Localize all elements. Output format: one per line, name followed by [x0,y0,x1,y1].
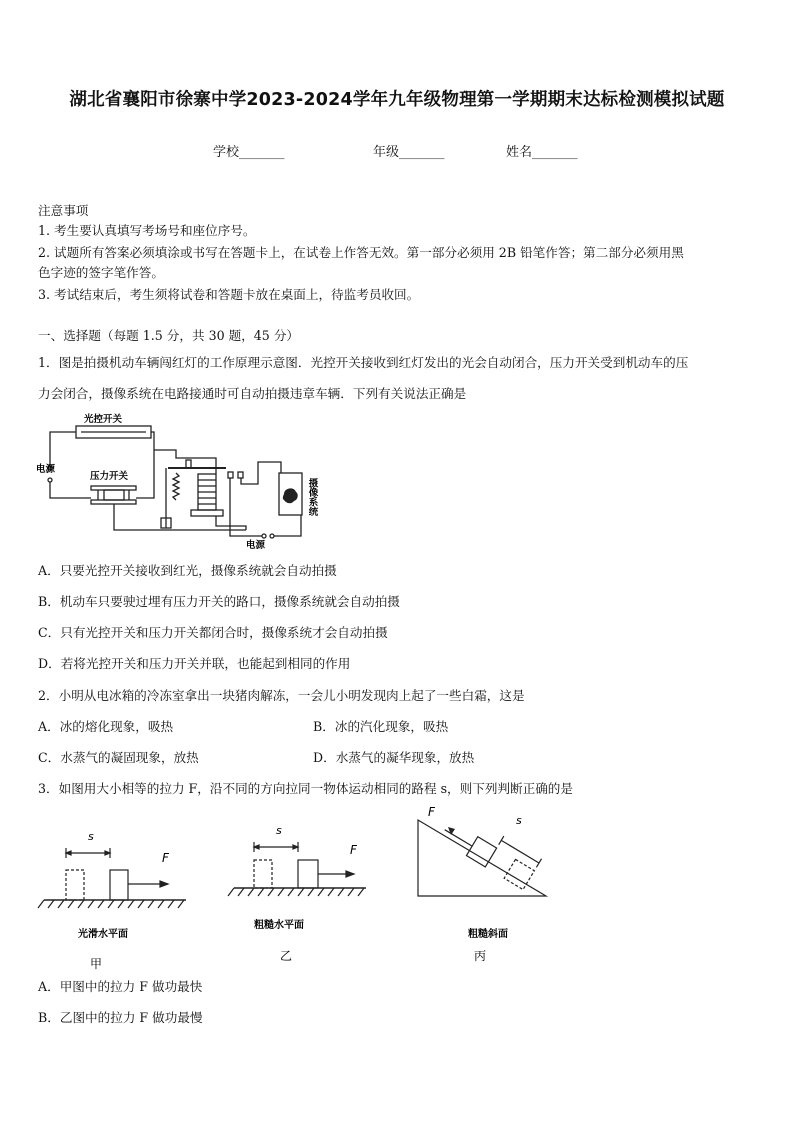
question-stem: 3．如图用大小相等的拉力 F，沿不同的方向拉同一物体运动相同的路程 s，则下列判断正确的是 [38,781,573,796]
camera-label: 摄像系统 [306,478,318,516]
option-d: D．若将光控开关和压力开关并联，也能起到相同的作用 [38,656,351,671]
power-label: 电源 [246,540,266,550]
page-title: 湖北省襄阳市徐寨中学2023-2024学年九年级物理第一学期期末达标检测模拟试题 [69,90,725,110]
figure-label: 丙 [474,949,487,963]
question-stem: 1．图是拍摄机动车辆闯红灯的工作原理示意图．光控开关接收到红灯发出的光会自动闭合，压力开关受到机动车的压 [38,355,689,370]
incline-icon [418,820,546,896]
grade-field: 年级_______ [373,145,445,160]
option-c: C．水蒸气的凝固现象，放热 [38,750,199,765]
school-field: 学校_______ [213,145,285,160]
block-icon [298,860,318,888]
figure-label: 乙 [280,949,293,963]
section-heading: 一、选择题（每题 1.5 分，共 30 题，45 分） [38,328,300,343]
figure-label: 甲 [90,957,103,970]
option-a: A．冰的熔化现象，吸热 [38,719,174,734]
option-b: B．乙图中的拉力 F 做功最慢 [38,1010,203,1025]
option-a: A．只要光控开关接收到红光，摄像系统就会自动拍摄 [38,563,337,578]
block-icon [110,870,128,900]
surface-label: 光滑水平面 [78,929,128,940]
circuit-diagram [36,408,336,550]
distance-label: s [516,814,522,827]
option-b: B．冰的汽化现象，吸热 [313,719,449,734]
option-c: C．只有光控开关和压力开关都闭合时，摄像系统才会自动拍摄 [38,625,388,640]
question-stem: 力会闭合，摄像系统在电路接通时可自动拍摄违章车辆．下列有关说法正确是 [38,386,467,401]
option-a: A．甲图中的拉力 F 做功最快 [38,979,203,994]
force-diagrams [36,800,566,970]
force-label: F [428,805,435,819]
notice-heading: 注意事项 [38,203,89,218]
question-stem: 2．小明从电冰箱的冷冻室拿出一块猪肉解冻，一会儿小明发现肉上起了一些白霜，这是 [38,688,525,703]
power-label: 电源 [36,464,56,475]
distance-label: s [276,824,282,837]
option-d: D．水蒸气的凝华现象，放热 [313,750,475,765]
pressure-switch-label: 压力开关 [90,471,129,482]
option-b: B．机动车只要驶过埋有压力开关的路口，摄像系统就会自动拍摄 [38,594,400,609]
light-switch-label: 光控开关 [84,414,123,425]
distance-label: s [88,830,94,843]
surface-label: 粗糙斜面 [468,929,508,940]
notice-item: 3. 考试结束后，考生须将试卷和答题卡放在桌面上，待监考员收回。 [38,287,420,302]
surface-label: 粗糙水平面 [254,920,304,931]
force-label: F [350,843,357,857]
notice-item: 2. 试题所有答案必须填涂或书写在答题卡上，在试卷上作答无效。第一部分必须用 2B 铅笔作答；第二部分必须用黑 [38,245,684,260]
notice-item: 1. 考生要认真填写考场号和座位序号。 [38,223,256,238]
name-field: 姓名_______ [506,145,578,160]
notice-item: 色字迹的签字笔作答。 [38,265,164,280]
force-label: F [162,851,169,865]
